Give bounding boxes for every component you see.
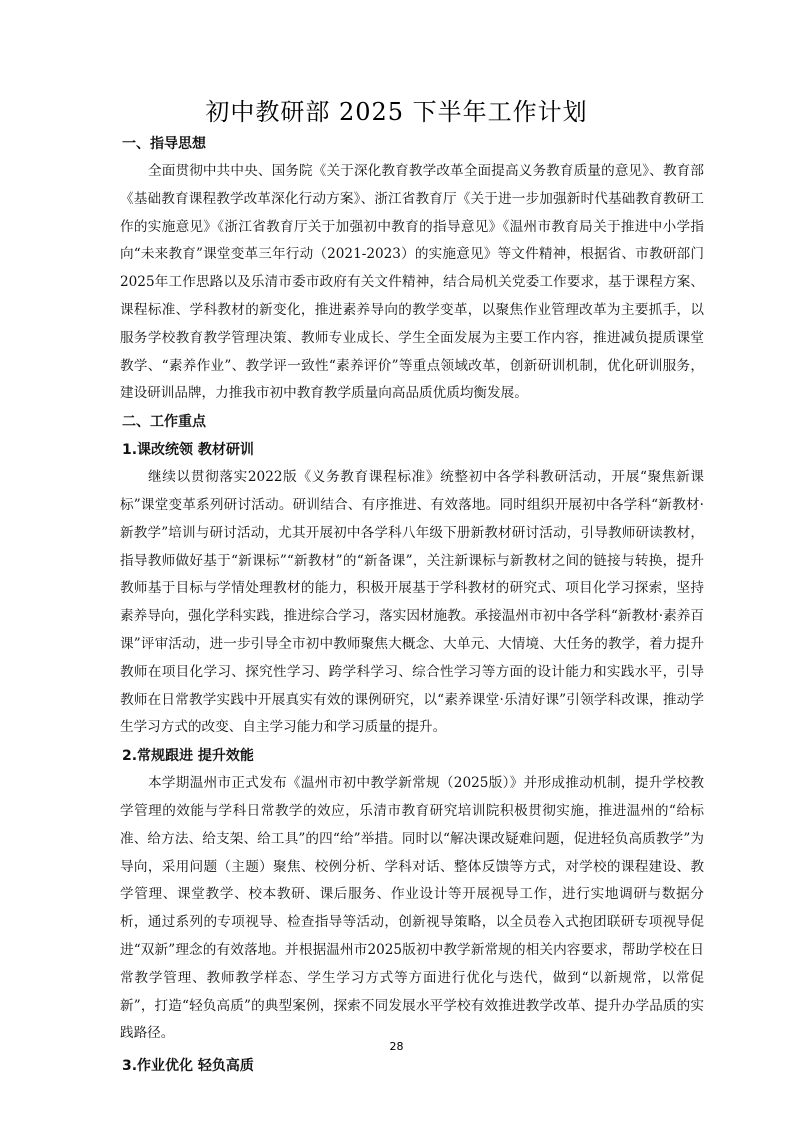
document-body xyxy=(120,130,704,1080)
paragraph-routine-follow-up: 本学期温州市正式发布《温州市初中教学新常规（2025版）》并形成推动机制，提升学校教学管理的效能与学科日常教学的效应，乐清市教育研究培训院积极贯彻实施，推进温州的“给标准、给方法、给支架、给工具”的四“给”举措。同时以“解决课改疑难问题，促进轻负高质教学”为导向，采用问题（主题）聚焦、校例分析、学科对话、整体反馈等方式，对学校的课程建设、教学管理、课堂教学、校本教研、课后服务、作业设计等开展视导工作，进行实地调研与数据分析，通过系列的专项视导、检查指导等活动，创新视导策略，以全员卷入式抱团联研专项视导促进“双新”理念的有效落地。并根据温州市2025版初中教学新常规的相关内容要求，帮助学校在日常教学管理、教师教学样态、学生学习方式等方面进行优化与迭代，做到“以新规常，以常促新”，打造“轻负高质”的典型案例，探索不同发展水平学校有效推进教学改革、提升办学品质的实践路径。 xyxy=(120,775,704,1042)
section-heading-guiding-ideology: 一、指导思想 xyxy=(122,136,206,152)
paragraph-guiding-ideology: 全面贯彻中共中央、国务院《关于深化教育教学改革全面提高义务教育质量的意见》、教育部《基础教育课程教学改革深化行动方案》、浙江省教育厅《关于进一步加强新时代基础教育教研工作的实施意见》《浙江省教育厅关于加强初中教育的指导意见》《温州市教育局关于推进中小学指向“未来教育”课堂变革三年行动（2021-2023）的实施意见》等文件精神，根据省、市教研部门2025年工作思路以及乐清市委市政府有关文件精神，结合局机关党委工作要求，基于课程方案、课程标准、学科教材的新变化，推进素养导向的教学变革，以聚焦作业管理改革为主要抓手，以服务学校教育教学管理决策、教师专业成长、学生全面发展为主要工作内容，推进减负提质课堂教学、“素养作业”、教学评一致性“素养评价”等重点领域改革，创新研训机制，优化研训服务，建设研训品牌，力推我市初中教育教学质量向高品质优质均衡发展。 xyxy=(120,163,704,402)
section-heading-work-focus: 二、工作重点 xyxy=(122,414,206,431)
page-number: 28 xyxy=(389,1040,404,1053)
subsection-heading-curriculum-reform: 1.课改统领 教材研训 xyxy=(122,442,254,459)
subsection-heading-routine-follow-up: 2.常规跟进 提升效能 xyxy=(122,748,254,765)
document-title: 初中教研部 2025 下半年工作计划 xyxy=(205,98,588,126)
subsection-heading-homework-optimization: 3.作业优化 轻负高质 xyxy=(122,1058,254,1075)
paragraph-curriculum-reform: 继续以贯彻落实2022版《义务教育课程标准》统整初中各学科教研活动，开展“聚焦新课标”课堂变革系列研讨活动。研训结合、有序推进、有效落地。同时组织开展初中各学科“新教材·新教学”培训与研讨活动，尤其开展初中各学科八年级下册新教材研讨活动，引导教师研读教材，指导教师做好基于“新课标”“新教材”的“新备课”，关注新课标与新教材之间的链接与转换，提升教师基于目标与学情处理教材的能力，积极开展基于学科教材的研究式、项目化学习探索，坚持素养导向，强化学科实践，推进综合学习，落实因材施教。承接温州市初中各学科“新教材·素养百课”评审活动，进一步引导全市初中教师聚焦大概念、大单元、大情境、大任务的教学，着力提升教师在项目化学习、探究性学习、跨学科学习、综合性学习等方面的设计能力和实践水平，引导教师在日常教学实践中开展真实有效的课例研究，以“素养课堂·乐清好课”引领学科改课，推动学生学习方式的改变、自主学习能力和学习质量的提升。 xyxy=(120,469,704,736)
